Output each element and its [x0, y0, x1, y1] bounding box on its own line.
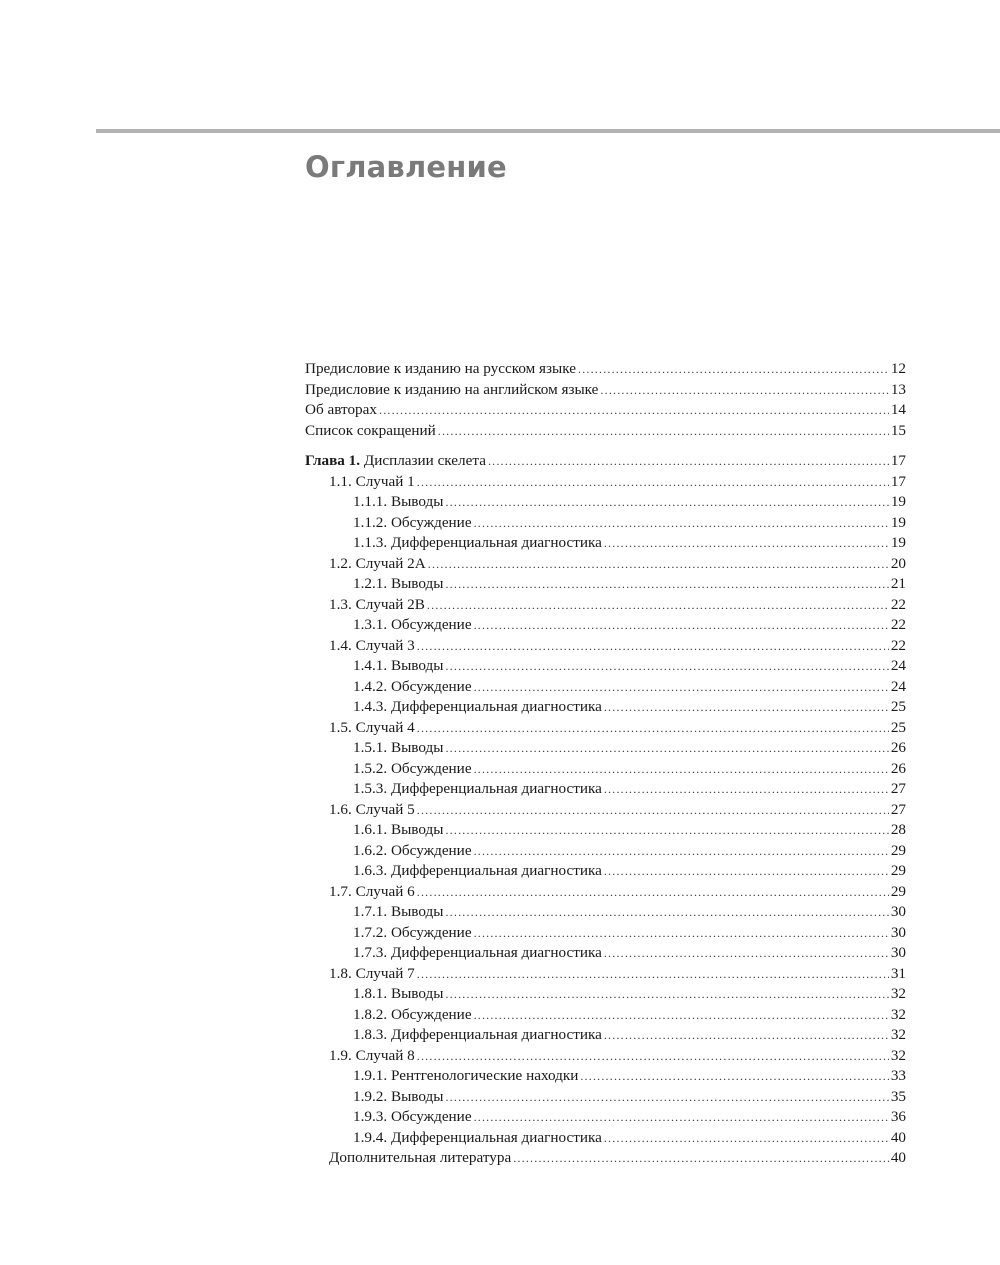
toc-leader-dots: [417, 964, 889, 985]
toc-entry-page: 40: [890, 1128, 906, 1146]
toc-entry-page: 29: [890, 882, 906, 900]
toc-entry-page: 26: [890, 759, 906, 777]
toc-entry[interactable]: [305, 1066, 906, 1087]
toc-entry-label: 1.5.1. Выводы: [353, 739, 444, 756]
toc-entry-label: 1.2. Случай 2A: [329, 554, 426, 572]
toc-leader-dots: [417, 882, 889, 903]
toc-entry[interactable]: [305, 841, 906, 862]
toc-leader-dots: [580, 1066, 888, 1087]
toc-entry-label: Об авторах: [305, 401, 377, 418]
toc-entry-label: 1.9.4. Дифференциальная диагностика: [353, 1128, 602, 1146]
toc-entry-label: 1.8. Случай 7: [329, 964, 415, 982]
toc-entry[interactable]: [305, 421, 906, 442]
toc-leader-dots: [445, 574, 888, 595]
toc-chapter-heading[interactable]: [305, 451, 906, 472]
toc-entry-label: 1.7. Случай 6: [329, 882, 415, 900]
toc-entry-page: 32: [890, 1026, 906, 1043]
toc-leader-dots: [578, 359, 889, 380]
toc-leader-dots: [474, 841, 889, 862]
toc-entry-label: 1.9.2. Выводы: [353, 1087, 444, 1105]
toc-leader-dots: [445, 656, 888, 677]
toc-entry-label: 1.6. Случай 5: [329, 800, 415, 818]
toc-entry-label: 1.9.1. Рентгенологические находки: [353, 1067, 579, 1084]
toc-entry-label: 1.9.3. Обсуждение: [353, 1108, 472, 1125]
toc-leader-dots: [445, 820, 888, 841]
toc-entry-page: 25: [890, 698, 906, 715]
toc-entry[interactable]: [305, 902, 906, 923]
toc-entry-label: Дополнительная литература: [329, 1149, 512, 1166]
toc-entry-label: 1.1.1. Выводы: [353, 493, 444, 510]
toc-entry-page: 29: [890, 841, 906, 859]
toc-entry-label: Список сокращений: [305, 421, 436, 439]
toc-leader-dots: [474, 677, 889, 698]
toc-entry-label: 1.4. Случай 3: [329, 636, 415, 654]
toc-entry-page: 20: [890, 554, 906, 572]
toc-entry-label: 1.3. Случай 2B: [329, 595, 425, 613]
toc-entry[interactable]: [305, 779, 906, 800]
toc-entry-label: 1.8.3. Дифференциальная диагностика: [353, 1026, 602, 1043]
toc-entry-label: 1.2.1. Выводы: [353, 575, 444, 592]
toc-entry-label: 1.7.1. Выводы: [353, 903, 444, 920]
toc-leader-dots: [379, 400, 889, 421]
toc-entry-page: 24: [890, 677, 906, 695]
toc-entry[interactable]: [305, 1087, 906, 1108]
toc-entry-label: Предисловие к изданию на русском языке: [305, 360, 576, 377]
toc-entry-page: 17: [890, 452, 906, 469]
toc-leader-dots: [604, 1128, 889, 1149]
toc-entry-label: 1.6.1. Выводы: [353, 821, 444, 838]
toc-entry-label: 1.9. Случай 8: [329, 1046, 415, 1064]
toc-entry[interactable]: [305, 923, 906, 944]
toc-entry-page: 35: [890, 1087, 906, 1105]
toc-entry[interactable]: [305, 636, 906, 657]
toc-entry-page: 32: [890, 985, 906, 1002]
toc-entry[interactable]: [305, 513, 906, 534]
toc-leader-dots: [417, 1046, 889, 1067]
toc-entry-page: 21: [890, 575, 906, 592]
toc-entry-page: 13: [890, 380, 906, 398]
toc-entry[interactable]: [305, 882, 906, 903]
toc-entry-label: 1.7.3. Дифференциальная диагностика: [353, 944, 602, 961]
toc-leader-dots: [474, 923, 889, 944]
front-matter-list: [305, 359, 906, 441]
toc-leader-dots: [417, 472, 889, 493]
toc-entry[interactable]: [305, 1046, 906, 1067]
toc-leader-dots: [445, 902, 888, 923]
toc-entry[interactable]: [305, 1148, 906, 1169]
toc-entry[interactable]: [305, 1025, 906, 1046]
toc-entry[interactable]: [305, 820, 906, 841]
toc-entry[interactable]: [305, 697, 906, 718]
toc-leader-dots: [604, 943, 889, 964]
table-of-contents: [305, 359, 906, 1169]
toc-entry[interactable]: [305, 656, 906, 677]
toc-entry-label: 1.6.2. Обсуждение: [353, 841, 472, 859]
toc-leader-dots: [445, 492, 888, 513]
toc-leader-dots: [438, 421, 889, 442]
header-rule: [96, 129, 1000, 133]
toc-entry-page: 19: [890, 493, 906, 510]
toc-entry-page: 28: [890, 821, 906, 838]
toc-entry-page: 19: [890, 513, 906, 531]
toc-leader-dots: [427, 595, 889, 616]
toc-leader-dots: [604, 533, 889, 554]
toc-leader-dots: [428, 554, 889, 575]
toc-chapter-prefix: Глава 1.: [305, 452, 361, 469]
toc-entry[interactable]: [305, 800, 906, 821]
toc-entry-page: 30: [890, 923, 906, 941]
toc-entry-page: 22: [890, 595, 906, 613]
toc-leader-dots: [417, 636, 889, 657]
toc-entry-label: 1.3.1. Обсуждение: [353, 616, 472, 633]
toc-entry[interactable]: [305, 861, 906, 882]
toc-entry[interactable]: [305, 1107, 906, 1128]
toc-entry-page: 32: [890, 1046, 906, 1064]
toc-entry-page: 31: [890, 964, 906, 982]
toc-entry-page: 27: [890, 780, 906, 797]
toc-leader-dots: [604, 779, 889, 800]
toc-entry-page: 30: [890, 944, 906, 961]
toc-entry-page: 17: [890, 472, 906, 490]
toc-leader-dots: [445, 738, 888, 759]
toc-entry-page: 12: [890, 360, 906, 377]
toc-entry-page: 22: [890, 616, 906, 633]
toc-entry-label: Предисловие к изданию на английском языке: [305, 380, 599, 398]
toc-entry-label: 1.4.3. Дифференциальная диагностика: [353, 698, 602, 715]
toc-leader-dots: [474, 1107, 889, 1128]
toc-entry-page: 25: [890, 718, 906, 736]
toc-entry-label: 1.1. Случай 1: [329, 472, 415, 490]
toc-leader-dots: [474, 759, 889, 780]
toc-entry-label: 1.5. Случай 4: [329, 718, 415, 736]
toc-leader-dots: [604, 697, 889, 718]
toc-entry-page: 24: [890, 657, 906, 674]
toc-entry-page: 15: [890, 421, 906, 439]
toc-chapter-label: [305, 451, 486, 472]
toc-entry-label: 1.5.2. Обсуждение: [353, 759, 472, 777]
toc-entry-label: 1.5.3. Дифференциальная диагностика: [353, 780, 602, 797]
toc-leader-dots: [604, 861, 889, 882]
toc-leader-dots: [474, 1005, 889, 1026]
toc-entry-page: 33: [890, 1067, 906, 1084]
toc-entry[interactable]: [305, 677, 906, 698]
toc-leader-dots: [600, 380, 888, 401]
toc-entry[interactable]: [305, 533, 906, 554]
toc-entry[interactable]: [305, 595, 906, 616]
toc-entry-page: 30: [890, 903, 906, 920]
toc-entry-page: 40: [890, 1149, 906, 1166]
toc-leader-dots: [474, 513, 889, 534]
toc-entry-label: 1.1.3. Дифференциальная диагностика: [353, 534, 602, 551]
toc-entry-page: 32: [890, 1005, 906, 1023]
toc-entry-page: 19: [890, 534, 906, 551]
toc-entry[interactable]: [305, 738, 906, 759]
toc-entry[interactable]: [305, 615, 906, 636]
toc-entry-label: 1.8.2. Обсуждение: [353, 1005, 472, 1023]
toc-entry-label: 1.7.2. Обсуждение: [353, 923, 472, 941]
toc-entry[interactable]: [305, 574, 906, 595]
toc-leader-dots: [445, 1087, 888, 1108]
toc-entry-page: 36: [890, 1108, 906, 1125]
toc-leader-dots: [474, 615, 889, 636]
toc-chapter-title: Дисплазии скелета: [363, 452, 486, 469]
toc-entry-page: 22: [890, 636, 906, 654]
toc-entry[interactable]: [305, 984, 906, 1005]
toc-entry[interactable]: [305, 964, 906, 985]
toc-leader-dots: [604, 1025, 889, 1046]
toc-entry[interactable]: [305, 359, 906, 380]
page-title: Оглавление: [305, 150, 507, 184]
toc-entry-label: 1.6.3. Дифференциальная диагностика: [353, 862, 602, 879]
toc-entry[interactable]: [305, 492, 906, 513]
toc-entry[interactable]: [305, 718, 906, 739]
toc-entry[interactable]: [305, 1005, 906, 1026]
toc-entry-label: 1.8.1. Выводы: [353, 985, 444, 1002]
toc-leader-dots: [417, 800, 889, 821]
toc-entry[interactable]: [305, 759, 906, 780]
toc-entry-page: 14: [890, 401, 906, 418]
toc-entry-label: 1.1.2. Обсуждение: [353, 513, 472, 531]
toc-entry[interactable]: [305, 380, 906, 401]
chapter-1-list: [305, 451, 906, 1169]
toc-entry-page: 26: [890, 739, 906, 756]
toc-entry[interactable]: [305, 554, 906, 575]
toc-entry-label: 1.4.1. Выводы: [353, 657, 444, 674]
toc-leader-dots: [417, 718, 889, 739]
toc-entry-page: 29: [890, 862, 906, 879]
toc-leader-dots: [445, 984, 888, 1005]
toc-entry-page: 27: [890, 800, 906, 818]
toc-leader-dots: [513, 1148, 889, 1169]
toc-entry[interactable]: [305, 400, 906, 421]
toc-leader-dots: [488, 451, 889, 472]
toc-entry[interactable]: [305, 1128, 906, 1149]
toc-entry[interactable]: [305, 943, 906, 964]
toc-entry-label: 1.4.2. Обсуждение: [353, 677, 472, 695]
toc-entry[interactable]: [305, 472, 906, 493]
